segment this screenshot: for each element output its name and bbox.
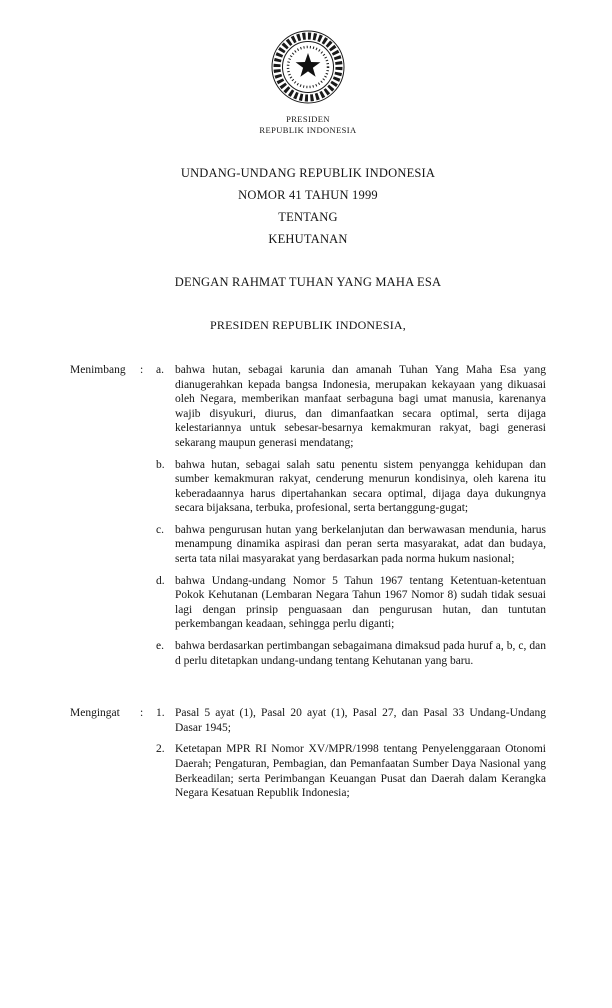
presidential-emblem-icon — [267, 26, 349, 108]
item-marker: 1. — [156, 707, 165, 720]
menimbang-item-d — [156, 574, 546, 632]
law-title-line1: UNDANG-UNDANG REPUBLIK INDONESIA — [180, 165, 436, 180]
item-marker: 2. — [156, 743, 165, 756]
menimbang-items — [156, 363, 546, 668]
menimbang-item-c — [156, 523, 546, 567]
item-text: Ketetapan MPR RI Nomor XV/MPR/1998 tentang Penyelenggaraan Otonomi Daerah; Pengaturan, Pembagian, dan Pemanfaatan Sumber Daya Nasional yang Berkeadilan; serta Perimbangan Keuangan Pusat dan Daerah dalam Kerangka Negara Kesatuan Republik Indonesia; — [175, 743, 546, 800]
item-text: bahwa hutan, sebagai karunia dan amanah Tuhan Yang Maha Esa yang dianugerahkan kepada bangsa Indonesia, merupakan kekayaan yang dikuasai oleh Negara, memberikan manfaat serbaguna bagi umat manusia, karenanya wajib disyukuri, diurus, dan dimanfaatkan secara optimal, serta dijaga kelestariannya untuk sebesar-besarnya kemakmuran rakyat, bagi generasi sekarang maupun generasi mendatang; — [175, 363, 546, 449]
emblem-wrap — [70, 26, 546, 108]
mengingat-items — [156, 706, 546, 801]
item-marker: a. — [156, 363, 164, 376]
mengingat-item-1 — [156, 706, 546, 735]
menimbang-colon: : — [140, 363, 144, 376]
emblem-caption-presiden: PRESIDEN — [286, 114, 330, 124]
law-title-line3: TENTANG — [278, 209, 338, 224]
item-marker: c. — [156, 523, 164, 536]
law-title-block — [70, 167, 546, 246]
rahmat-line: DENGAN RAHMAT TUHAN YANG MAHA ESA — [174, 274, 442, 289]
mengingat-colon: : — [140, 707, 144, 720]
law-title-line2: NOMOR 41 TAHUN 1999 — [238, 187, 378, 202]
item-text: bahwa hutan, sebagai salah satu penentu sistem penyangga kehidupan dan sumber kemakmuran rakyat, cenderung menurun kondisinya, oleh karena itu keberadaannya harus dipertahankan secara optimal, dijaga daya dukungnya secara bijaksana, terbuka, profesional, serta bertanggung-gugat; — [175, 458, 546, 515]
document-header — [70, 26, 546, 137]
item-marker: b. — [156, 458, 165, 471]
menimbang-item-a — [156, 363, 546, 451]
mengingat-section — [70, 706, 546, 801]
mengingat-label: Mengingat — [70, 707, 120, 720]
item-text: bahwa pengurusan hutan yang berkelanjutan dan berwawasan mendunia, harus menampung dinamika aspirasi dan peran serta masyarakat, adat dan budaya, serta tata nilai masyarakat yang berdasarkan pada norma hukum nasional; — [175, 523, 546, 566]
item-text: Pasal 5 ayat (1), Pasal 20 ayat (1), Pasal 27, dan Pasal 33 Undang-Undang Dasar 1945; — [175, 707, 546, 734]
law-title-line4: KEHUTANAN — [268, 231, 348, 246]
mengingat-item-2 — [156, 742, 546, 800]
item-text: bahwa berdasarkan pertimbangan sebagaimana dimaksud pada huruf a, b, c, dan d perlu ditetapkan undang-undang tentang Kehutanan yang baru. — [175, 640, 546, 667]
menimbang-item-b — [156, 458, 546, 516]
menimbang-item-e — [156, 639, 546, 668]
item-marker: d. — [156, 574, 165, 587]
item-text: bahwa Undang-undang Nomor 5 Tahun 1967 tentang Ketentuan-ketentuan Pokok Kehutanan (Lembaran Negara Tahun 1967 Nomor 8) sudah tidak sesuai lagi dengan prinsip penguasaan dan pengurusan hutan, dan tuntutan perkembangan keadaan, sehingga perlu diganti; — [175, 574, 546, 631]
presiden-line: PRESIDEN REPUBLIK INDONESIA, — [210, 317, 406, 332]
emblem-caption-republik: REPUBLIK INDONESIA — [259, 125, 357, 136]
menimbang-label: Menimbang — [70, 363, 126, 376]
emblem-caption — [70, 114, 546, 137]
menimbang-section — [70, 363, 546, 668]
star-icon — [296, 53, 321, 77]
item-marker: e. — [156, 640, 164, 653]
